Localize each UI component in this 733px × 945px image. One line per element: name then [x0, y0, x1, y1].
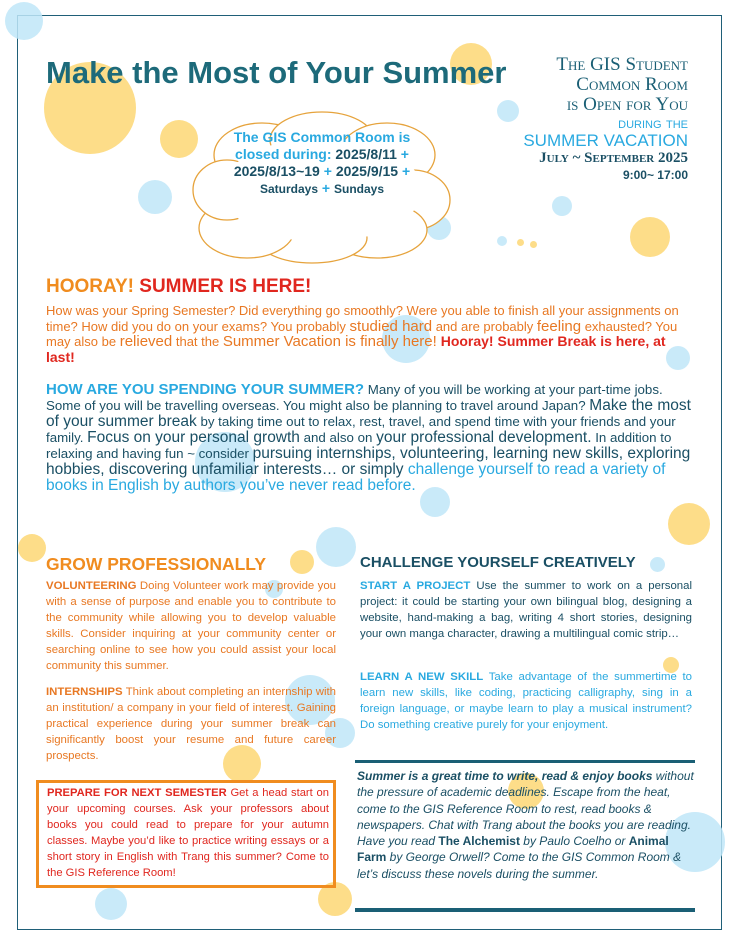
bubble-decoration	[517, 239, 524, 246]
text-run: by George Orwell? Come to the GIS Common Room & let’s discuss these novels during the summer.	[357, 850, 682, 881]
text-run: challenge yourself to read a variety of books in English by authors you’ve never read before.	[46, 461, 666, 494]
notice-line: The GIS Student	[556, 54, 688, 75]
summer-plans-paragraph	[46, 382, 696, 494]
volunteering-label: VOLUNTEERING	[46, 580, 137, 592]
closure-date: 2025/8/11	[335, 146, 397, 162]
text-run: without the pressure of academic deadlines. Escape from the heat, come to the GIS Reference Room to rest, read books & newspapers. Chat with Trang about the books you are reading. Have you read	[357, 769, 694, 849]
bubble-decoration	[630, 217, 670, 257]
text-run: by taking time out to relax, rest, travel, and spend time with your friends and your family.	[46, 414, 676, 445]
bubble-decoration	[316, 527, 356, 567]
text-run: studied hard	[349, 317, 433, 335]
bubble-decoration	[138, 180, 172, 214]
text-run: Take advantage of the summertime to learn new skills, like coding, practicing calligraphy, sing in a foreign language, or maybe learn to play a musical instrument? Do something creative purely for your enjoyment.	[360, 671, 692, 731]
hooray-heading-part: SUMMER IS HERE!	[139, 276, 312, 297]
bubble-decoration	[5, 2, 43, 40]
bubble-decoration	[650, 557, 665, 572]
hooray-paragraph	[46, 303, 696, 365]
divider-top	[355, 760, 695, 763]
text-run: that the	[172, 334, 223, 349]
bubble-decoration	[552, 196, 572, 216]
notice-dates: July ~ September 2025	[539, 150, 688, 166]
plus-sign: +	[321, 180, 331, 196]
text-run: Doing Volunteer work may provide you with a sense of purpose and enable you to contribute to the community while allowing you to develop valuable skills. Consider inquiring at your community center or searching online to see how you could assist your local community this summer.	[46, 580, 336, 672]
notice-line: SUMMER VACATION	[523, 131, 688, 150]
closure-notice	[228, 129, 416, 198]
reading-lead: Summer is a great time to write, read & enjoy books	[357, 769, 653, 783]
hooray-heading	[46, 276, 311, 298]
reading-paragraph	[357, 768, 694, 882]
text-run: Think about completing an internship with an institution/ a company in your field of interest. Gaining practical experience during your summer break can significantly boost your resume and future career prospects.	[46, 686, 336, 762]
notice-line: during the	[618, 115, 688, 132]
bubble-decoration	[290, 550, 314, 574]
closure-sundays: Sundays	[333, 182, 384, 196]
text-run: feeling	[536, 317, 582, 335]
skill-paragraph	[360, 669, 692, 733]
text-run: and are probably	[432, 318, 537, 334]
plus-sign: +	[323, 163, 332, 179]
bubble-decoration	[95, 888, 127, 920]
notice-line: Common Room	[576, 74, 688, 95]
bubble-decoration	[668, 503, 710, 545]
text-run: your professional development.	[376, 429, 592, 446]
summer-plans-heading: HOW ARE YOU SPENDING YOUR SUMMER?	[46, 381, 365, 398]
book-title: The Alchemist	[438, 834, 520, 849]
project-label: START A PROJECT	[360, 580, 471, 592]
closure-date: 2025/8/13~19	[233, 163, 320, 179]
text-run: Make the most of your summer break	[46, 397, 691, 430]
text-run: How was your Spring Semester? Did everything go smoothly? Were you able to finish all your assignments on time? How did you do on your exams? You probably	[46, 303, 679, 334]
prepare-label: PREPARE FOR NEXT SEMESTER	[47, 787, 227, 799]
text-run: exhausted? You may also be	[46, 318, 678, 349]
bubble-decoration	[497, 236, 507, 246]
closure-saturdays: Saturdays	[259, 182, 319, 196]
text-run: by Paulo Coelho or	[519, 834, 629, 849]
text-run: Summer Vacation is finally here!	[222, 333, 437, 350]
text-run: Get a head start on your upcoming courses. Ask your professors about books you could read to prepare for your autumn classes. Maybe you’d like to practice writing essays or a short story in English with Trang this summer? Come to the GIS Reference Room!	[47, 787, 329, 879]
bubble-decoration	[530, 241, 537, 248]
text-run: and also on	[299, 430, 377, 445]
skill-label: LEARN A NEW SKILL	[360, 671, 484, 683]
text-run: Focus on your personal growth	[87, 429, 300, 446]
internships-label: INTERNSHIPS	[46, 686, 123, 698]
text-run: Many of you will be working at your part-time jobs. Some of you will be travelling overseas. You might also be planning to travel around Japan?	[46, 382, 663, 413]
notice-hours: 9:00~ 17:00	[622, 168, 688, 182]
text-run: relieved	[119, 333, 173, 350]
divider-bottom	[355, 908, 695, 912]
prepare-paragraph	[47, 785, 329, 881]
volunteering-paragraph	[46, 578, 336, 674]
book-title: Animal Farm	[357, 834, 669, 865]
internships-paragraph	[46, 684, 336, 764]
plus-sign: +	[402, 163, 411, 179]
open-notice	[470, 55, 688, 183]
text-run: Hooray! Summer Break is here, at last!	[46, 333, 666, 365]
closure-intro: The GIS Common Room is closed during:	[233, 129, 411, 162]
challenge-heading: CHALLENGE YOURSELF CREATIVELY	[360, 554, 636, 571]
text-run: In addition to relaxing and having fun ~ consider	[46, 430, 672, 461]
plus-sign: +	[400, 146, 409, 162]
closure-date: 2025/9/15	[335, 163, 399, 179]
text-run: pursuing internships, volunteering, learning new skills, exploring hobbies, discovering unfamiliar interests… or simply	[46, 445, 691, 478]
project-paragraph	[360, 578, 692, 642]
notice-line: is Open for You	[566, 94, 688, 115]
page-title: Make the Most of Your Summer	[46, 55, 507, 90]
text-run: Use the summer to work on a personal project: it could be starting your own bilingual blog, designing a website, hand-making a bag, writing 4 short stories, designing your own manga character, drawing a multilingual comic strip…	[360, 580, 692, 640]
bubble-decoration	[18, 534, 46, 562]
hooray-heading-part: HOORAY!	[46, 276, 134, 297]
grow-professionally-heading: GROW PROFESSIONALLY	[46, 554, 267, 574]
